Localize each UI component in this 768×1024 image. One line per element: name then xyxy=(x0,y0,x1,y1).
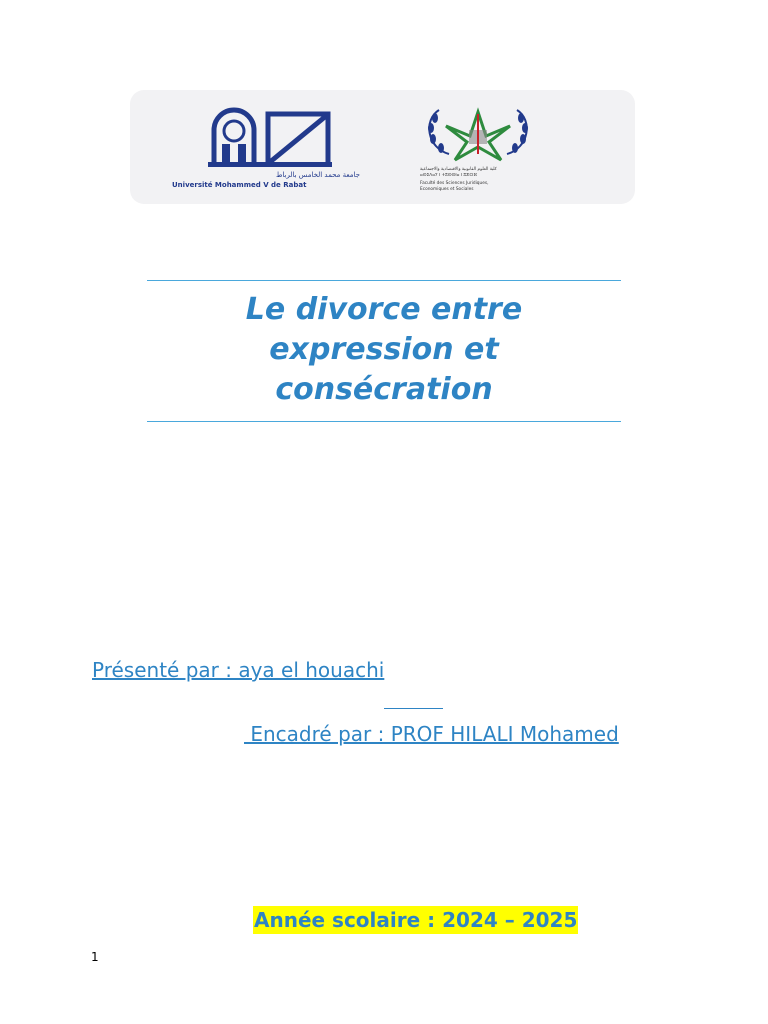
title-bottom-rule xyxy=(147,421,621,422)
university-name-french: Université Mohammed V de Rabat xyxy=(172,181,307,189)
page-number: 1 xyxy=(91,950,99,964)
faculty-emblem-icon xyxy=(415,104,560,166)
presented-by: Présenté par : aya el houachi xyxy=(92,658,385,682)
university-emblem-icon xyxy=(170,104,370,174)
title-line-1: Le divorce entre xyxy=(245,292,523,327)
faculty-name-french-1: Faculté des Sciences Juridiques, xyxy=(420,181,489,186)
faculty-name-amazigh: ⴰⵙⵉⴷⴰⵢ ⵏ ⵜⵓⵙⵙⵏⴰ ⵏ ⵓⵣⵔⴼ xyxy=(420,173,478,178)
university-name-arabic: جامعة محمد الخامس بالرباط xyxy=(275,171,360,179)
underline-fragment xyxy=(384,708,443,709)
academic-year: Année scolaire : 2024 – 2025 xyxy=(254,908,578,932)
faculty-name-arabic: كلية العلوم القانونية والاقتصادية والاجتماعية xyxy=(420,167,497,172)
logo-banner xyxy=(130,90,635,204)
faculty-name-french-2: Economiques et Sociales xyxy=(420,187,474,192)
title-top-rule xyxy=(147,280,621,281)
title-line-2: expression et xyxy=(269,332,499,367)
faculty-logo xyxy=(415,104,560,196)
supervised-by: Encadré par : PROF HILALI Mohamed xyxy=(244,722,619,746)
title-line-3: consécration xyxy=(275,372,493,407)
university-logo xyxy=(170,104,370,196)
document-title xyxy=(147,290,621,410)
